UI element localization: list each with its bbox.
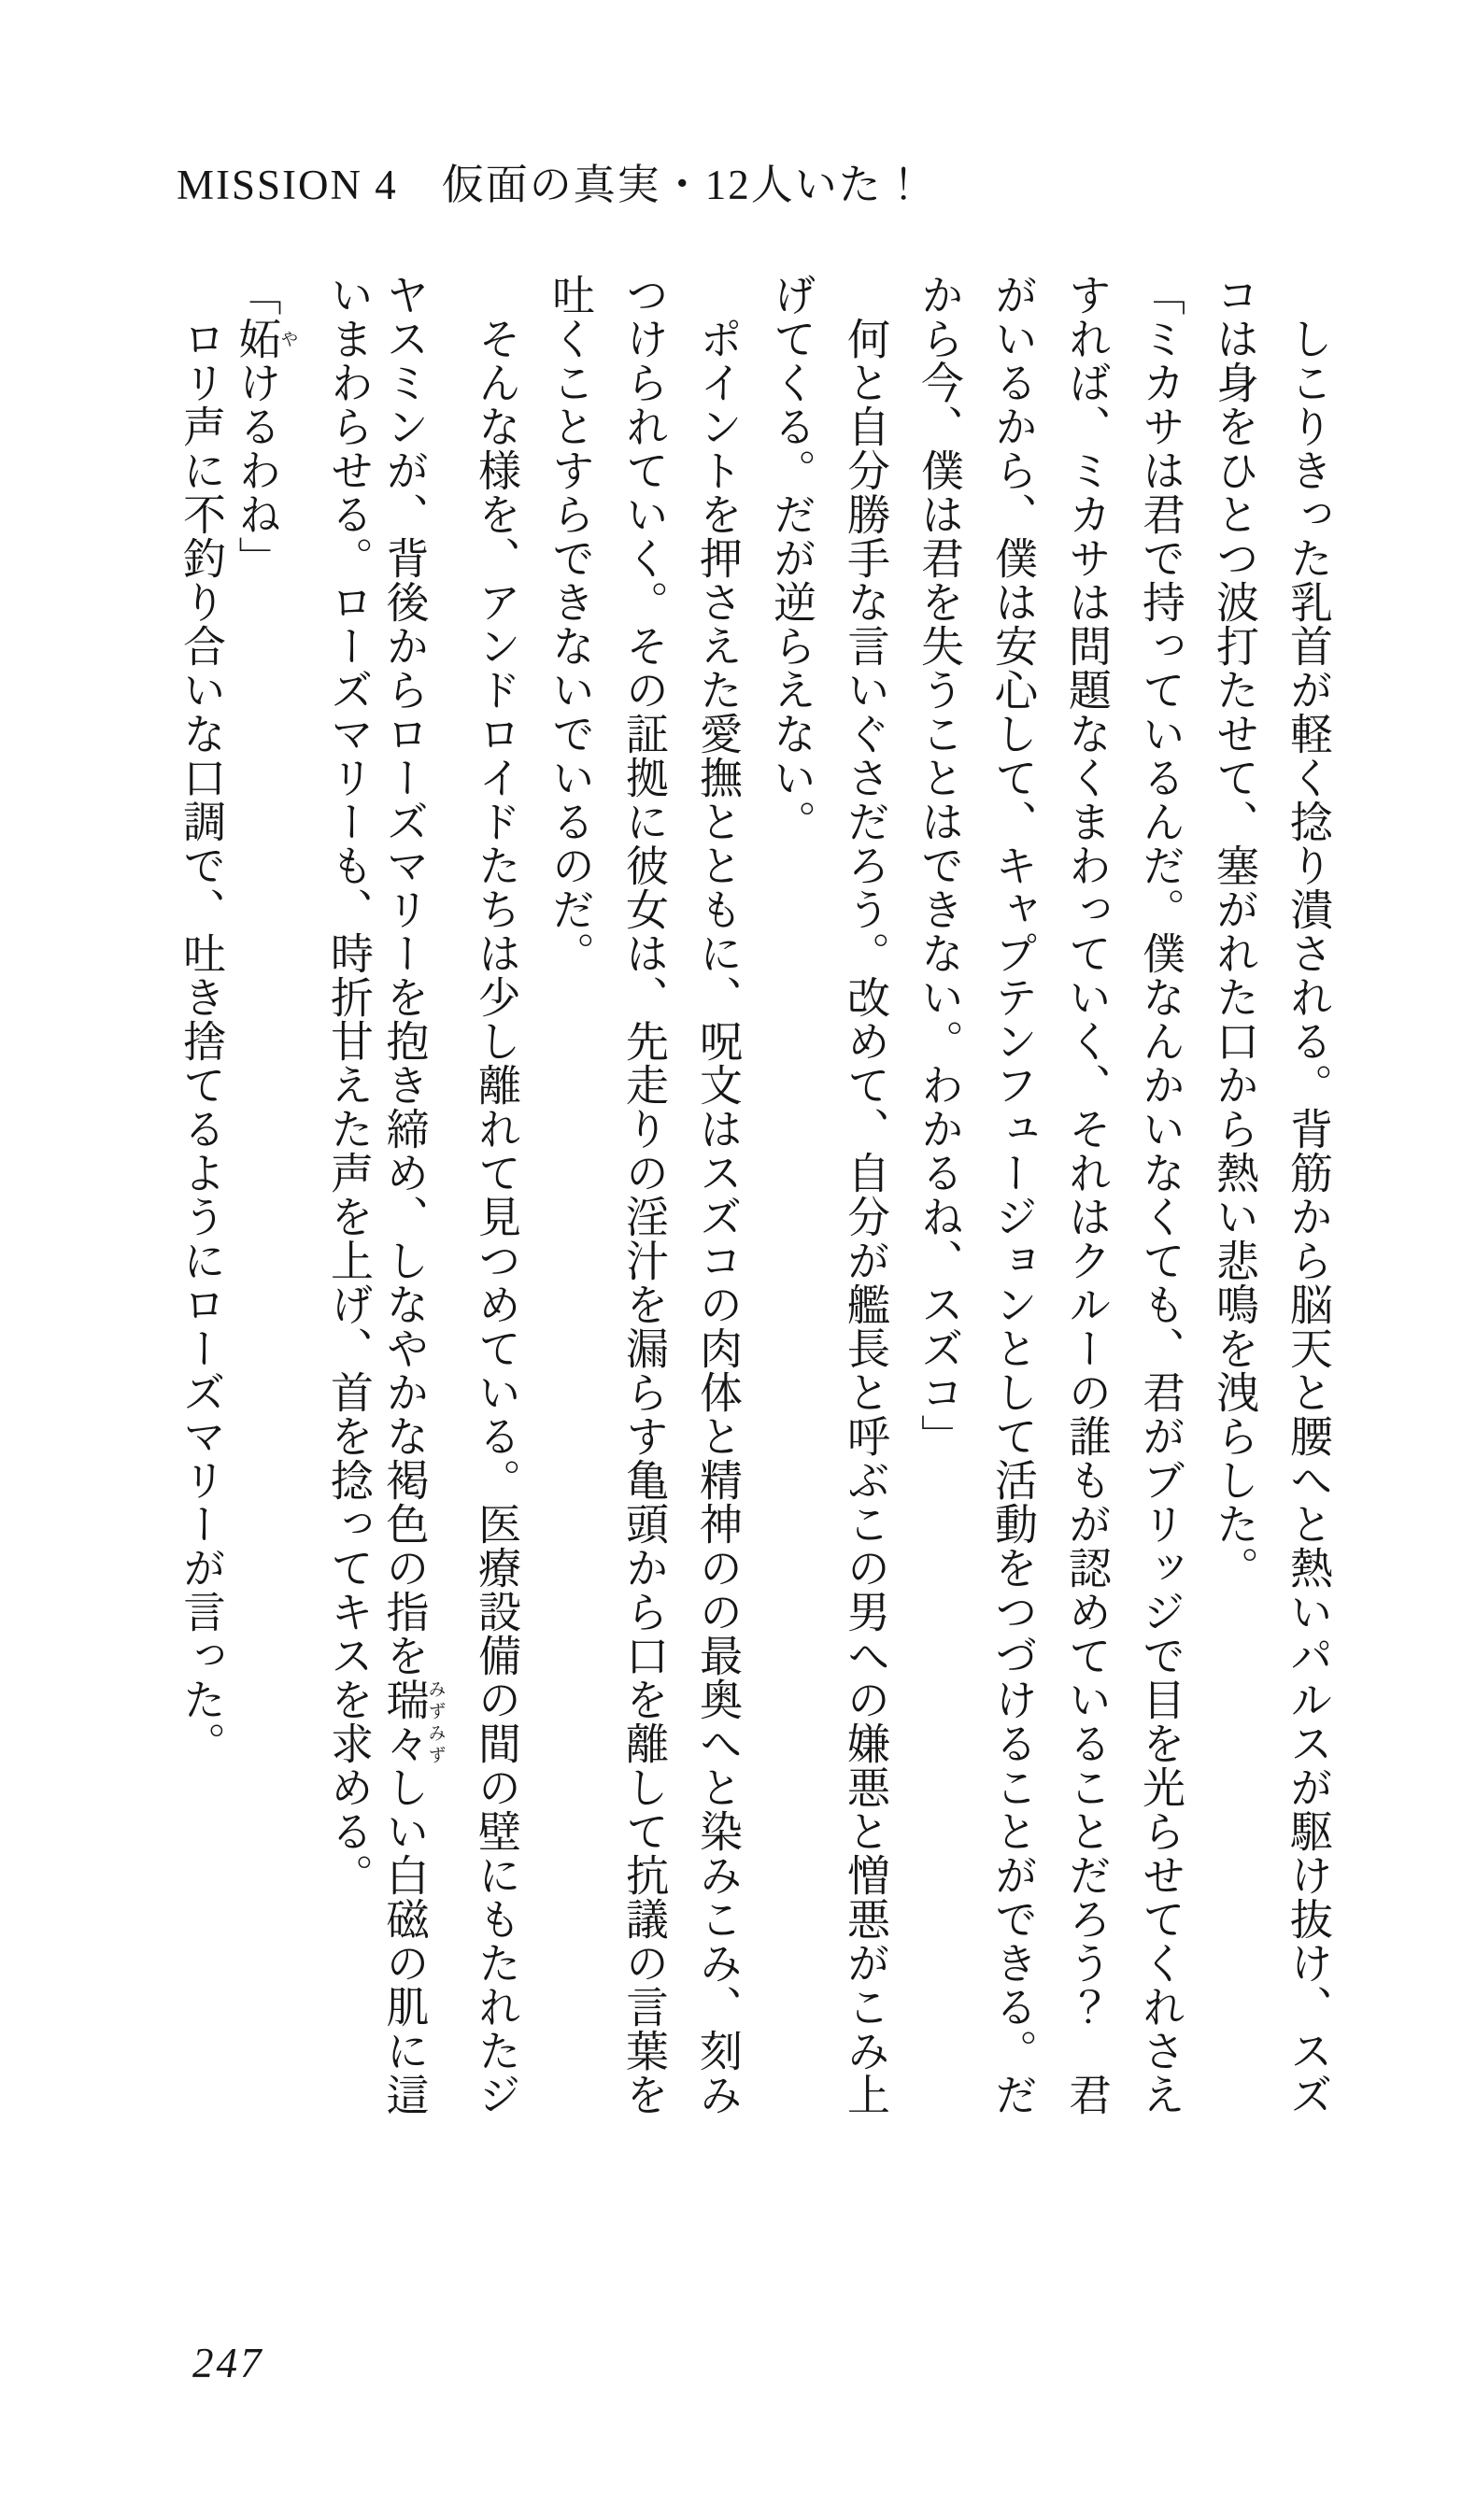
text-column-6: から今、僕は君を失うことはできない。わかるね、スズコ」 [915, 273, 963, 1458]
text-column-10: つけられていく。その証拠に彼女は、先走りの淫汁を漏らす亀頭から口を離して抗議の言葉を [620, 273, 668, 2117]
text-column-15: 「妬やけるわね」 [233, 273, 298, 580]
text-column-4: すれば、ミカサは問題なくまわっていく、それはクルーの誰もが認めていることだろう？ 君 [1063, 273, 1111, 2117]
text-column-9: ポイントを押さえた愛撫とともに、呪文はスズコの肉体と精神のの最奥へと染みこみ、刻み [694, 273, 742, 2117]
text-column-3: 「ミカサは君で持っているんだ。僕なんかいなくても、君がブリッジで目を光らせてくれさえ [1137, 273, 1185, 2117]
text-column-13: ヤスミンが、背後からローズマリーを抱き締め、しなやかな褐色の指を瑞々みずみずしい白磁の肌に這 [380, 273, 446, 2117]
text-column-5: がいるから、僕は安心して、キャプテンフュージョンとして活動をつづけることができる。だ [989, 273, 1037, 2117]
page-number: 247 [192, 2340, 264, 2386]
text-column-1: しこりきった乳首が軽く捻り潰される。背筋から脳天と腰へと熱いパルスが駆け抜け、スズ [1284, 273, 1332, 2117]
text-column-16: ロリ声に不釣り合いな口調で、吐き捨てるようにローズマリーが言った。 [177, 273, 225, 1765]
text-column-12: そんな様を、アンドロイドたちは少し離れて見つめている。医療設備の間の壁にもたれたジ [473, 273, 520, 2117]
text-column-11: 吐くことすらできないでいるのだ。 [546, 273, 594, 975]
running-head: MISSION 4 仮面の真実・12人いた！ [177, 162, 927, 208]
text-column-8: げてくる。だが逆らえない。 [768, 273, 816, 843]
text-column-14: いまわらせる。ローズマリーも、時折甘えた声を上げ、首を捻ってキスを求める。 [325, 273, 373, 1897]
vertical-text-block [149, 273, 1330, 2122]
text-column-7: 何と自分勝手な言いぐさだろう。改めて、自分が艦長と呼ぶこの男への嫌悪と憎悪がこみ上 [842, 273, 889, 2117]
text-column-2: コは身をひとつ波打たせて、塞がれた口から熱い悲鳴を洩らした。 [1211, 273, 1258, 1590]
